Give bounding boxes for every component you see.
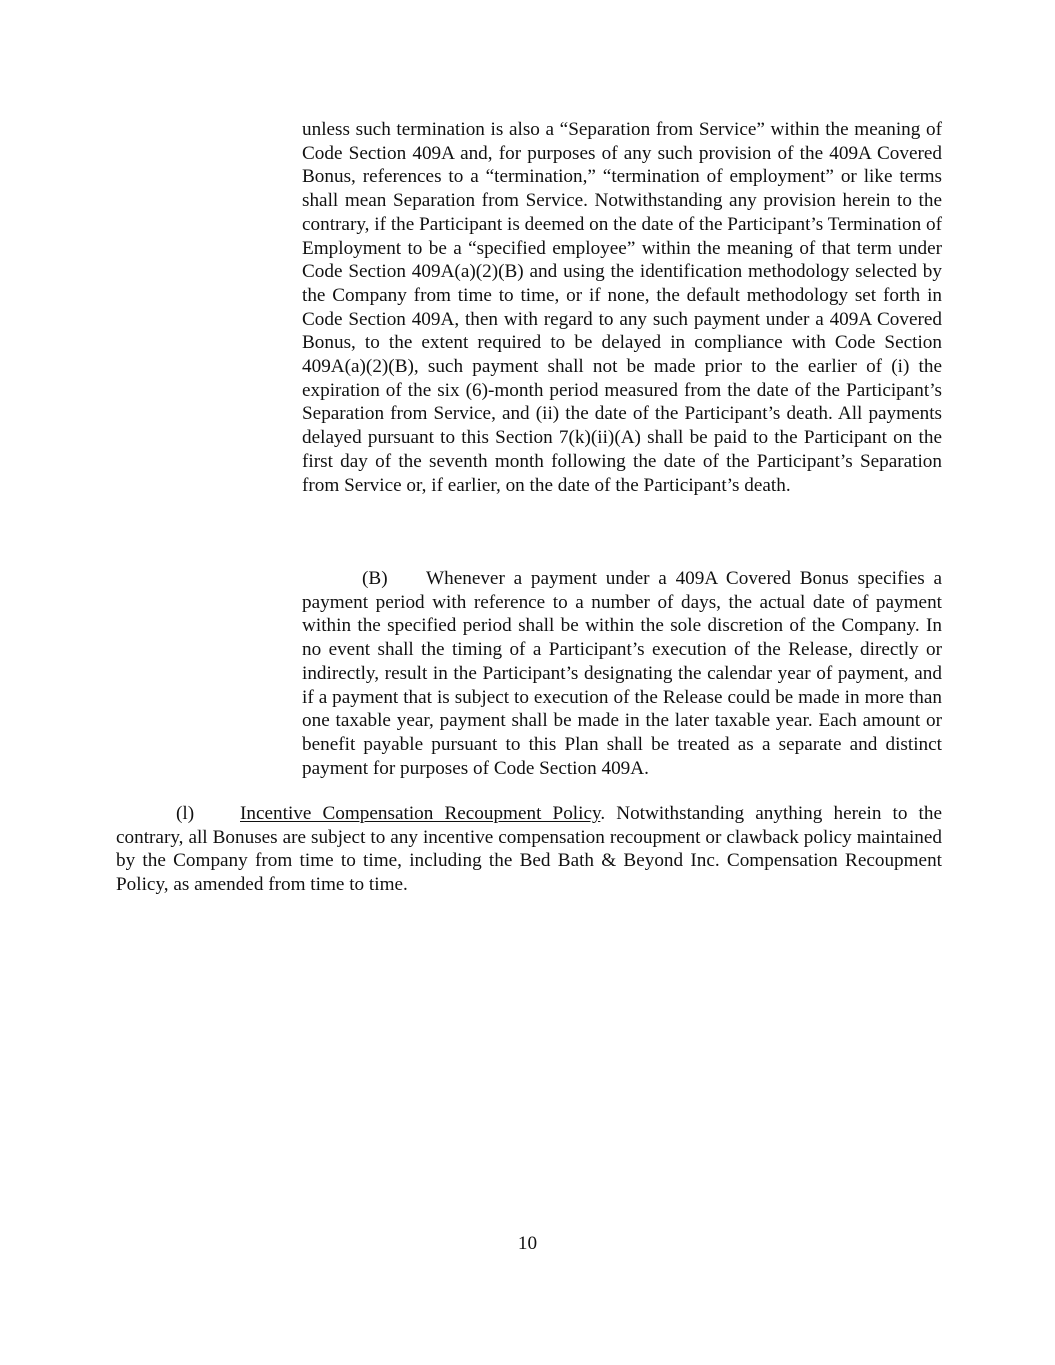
paragraph-b-label: (B) <box>362 568 388 589</box>
paragraph-l-text: . Notwithstanding anything herein to the contrary, all Bonuses are subject to any incentive compensation recoupment or clawback policy maintained by the Company from time to time, including the Bed Bath & Beyond Inc. Compensation Recoupment Policy, as amended from time to time. <box>116 803 942 896</box>
paragraph-b-text: Whenever a payment under a 409A Covered Bonus specifies a payment period with reference to a number of days, the actual date of payment within the specified period shall be within the sole discretion of the Company. In no event shall the timing of a Participant’s execution of the Release, directly or indirectly, result in the Participant’s designating the calendar year of payment, and if a payment that is subject to execution of the Release could be made in more than one taxable year, payment shall be made in the later taxable year. Each amount or benefit payable pursuant to this Plan shall be treated as a separate and distinct payment for purposes of Code Section 409A. <box>302 568 942 779</box>
paragraph-l-heading: Incentive Compensation Recoupment Policy <box>240 803 601 824</box>
paragraph-b-payment-period <box>302 567 942 780</box>
page-number: 10 <box>517 1233 538 1254</box>
paragraph-l-label: (l) <box>176 803 195 824</box>
paragraph-a-text: unless such termination is also a “Separation from Service” within the meaning of Code Section 409A and, for purposes of any such provision of the 409A Covered Bonus, references to a “termination,” “termination of employment” or like terms shall mean Separation from Service. Notwithstanding any provision herein to the contrary, if the Participant is deemed on the date of the Participant’s Termination of Employment to be a “specified employee” within the meaning of that term under Code Section 409A(a)(2)(B) and using the identification methodology selected by the Company from time to time, or if none, the default methodology set forth in Code Section 409A, then with regard to any such payment under a 409A Covered Bonus, to the extent required to be delayed in compliance with Code Section 409A(a)(2)(B), such payment shall not be made prior to the earlier of (i) the expiration of the six (6)-month period measured from the date of the Participant’s Separation from Service, and (ii) the date of the Participant’s death. All payments delayed pursuant to this Section 7(k)(ii)(A) shall be paid to the Participant on the first day of the seventh month following the date of the Participant’s Separation from Service or, if earlier, on the date of the Participant’s death. <box>302 119 942 496</box>
paragraph-l-recoupment-policy <box>116 802 942 897</box>
paragraph-409a-specified-employee <box>302 118 942 497</box>
